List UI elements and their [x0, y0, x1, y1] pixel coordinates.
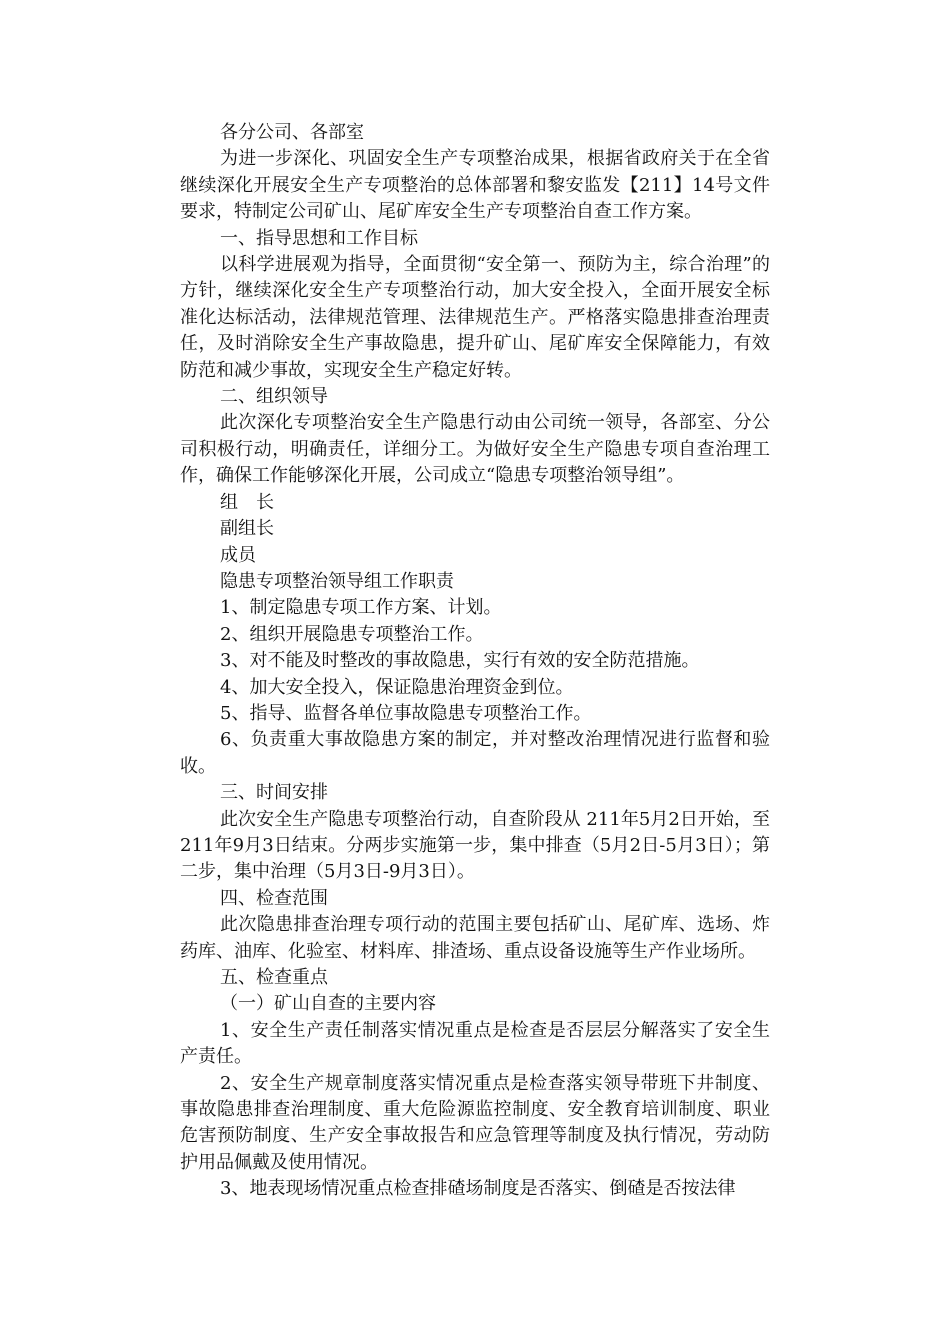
salutation: 各分公司、各部室 [220, 122, 364, 143]
duty-item: 5、指导、监督各单位事故隐患专项整治工作。 [220, 702, 592, 724]
section-heading-4: 四、检查范围 [220, 887, 328, 909]
section-heading-1: 一、指导思想和工作目标 [220, 227, 418, 249]
subsection-heading: （一）矿山自查的主要内容 [220, 993, 436, 1015]
check-item: 3、地表现场情况重点检查排碴场制度是否落实、倒碴是否按法律 [220, 1178, 736, 1200]
section-2-paragraph: 此次深化专项整治安全生产隐患行动由公司统一领导，各部室、分公司积极行动，明确责任，详细分工。为做好安全生产隐患专项自查治理工作，确保工作能够深化开展，公司成立“隐患专项整治领导组”。 [180, 412, 770, 487]
duty-item: 4、加大安全投入，保证隐患治理资金到位。 [220, 676, 574, 698]
duties-heading: 隐患专项整治领导组工作职责 [220, 570, 454, 592]
section-4-paragraph: 此次隐患排查治理专项行动的范围主要包括矿山、尾矿库、选场、炸药库、油库、化验室、材料库、排渣场、重点设备设施等生产作业场所。 [180, 914, 770, 962]
duty-item: 2、组织开展隐患专项整治工作。 [220, 623, 484, 645]
section-heading-3: 三、时间安排 [220, 782, 328, 804]
section-heading-5: 五、检查重点 [220, 967, 328, 988]
check-item: 2、安全生产规章制度落实情况重点是检查落实领导带班下井制度、事故隐患排查治理制度、重大危险源监控制度、安全教育培训制度、职业危害预防制度、生产安全事故报告和应急管理等制度及执行情况，劳动防护用品佩戴及使用情况。 [180, 1072, 770, 1173]
check-item: 1、安全生产责任制落实情况重点是检查是否层层分解落实了安全生产责任。 [180, 1019, 770, 1068]
section-heading-2: 二、组织领导 [220, 386, 328, 408]
role-leader: 组 长 [220, 491, 274, 513]
role-members: 成员 [220, 544, 256, 566]
document-body [180, 120, 770, 1203]
duty-item: 3、对不能及时整改的事故隐患，实行有效的安全防范措施。 [220, 650, 700, 672]
duty-item: 6、负责重大事故隐患方案的制定，并对整改治理情况进行监督和验收。 [180, 729, 770, 777]
duty-item: 1、制定隐患专项工作方案、计划。 [220, 597, 502, 619]
section-3-paragraph: 此次安全生产隐患专项整治行动，自查阶段从 211年5月2日开始，至211年9月3日结束。分两步实施第一步，集中排查（5月2日-5月3日）；第二步，集中治理（5月3日-9月3日）。 [180, 808, 770, 883]
role-deputy-leader: 副组长 [220, 518, 274, 540]
section-1-paragraph: 以科学进展观为指导，全面贯彻“安全第一、预防为主，综合治理”的方针，继续深化安全生产专项整治行动，加大安全投入，全面开展安全标准化达标活动，法律规范管理、法律规范生产。严格落实隐患排查治理责任，及时消除安全生产事故隐患，提升矿山、尾矿库安全保障能力，有效防范和减少事故，实现安全生产稳定好转。 [180, 254, 770, 381]
intro-paragraph: 为进一步深化、巩固安全生产专项整治成果，根据省政府关于在全省继续深化开展安全生产专项整治的总体部署和黎安监发【211】14号文件要求，特制定公司矿山、尾矿库安全生产专项整治自查工作方案。 [180, 148, 770, 223]
